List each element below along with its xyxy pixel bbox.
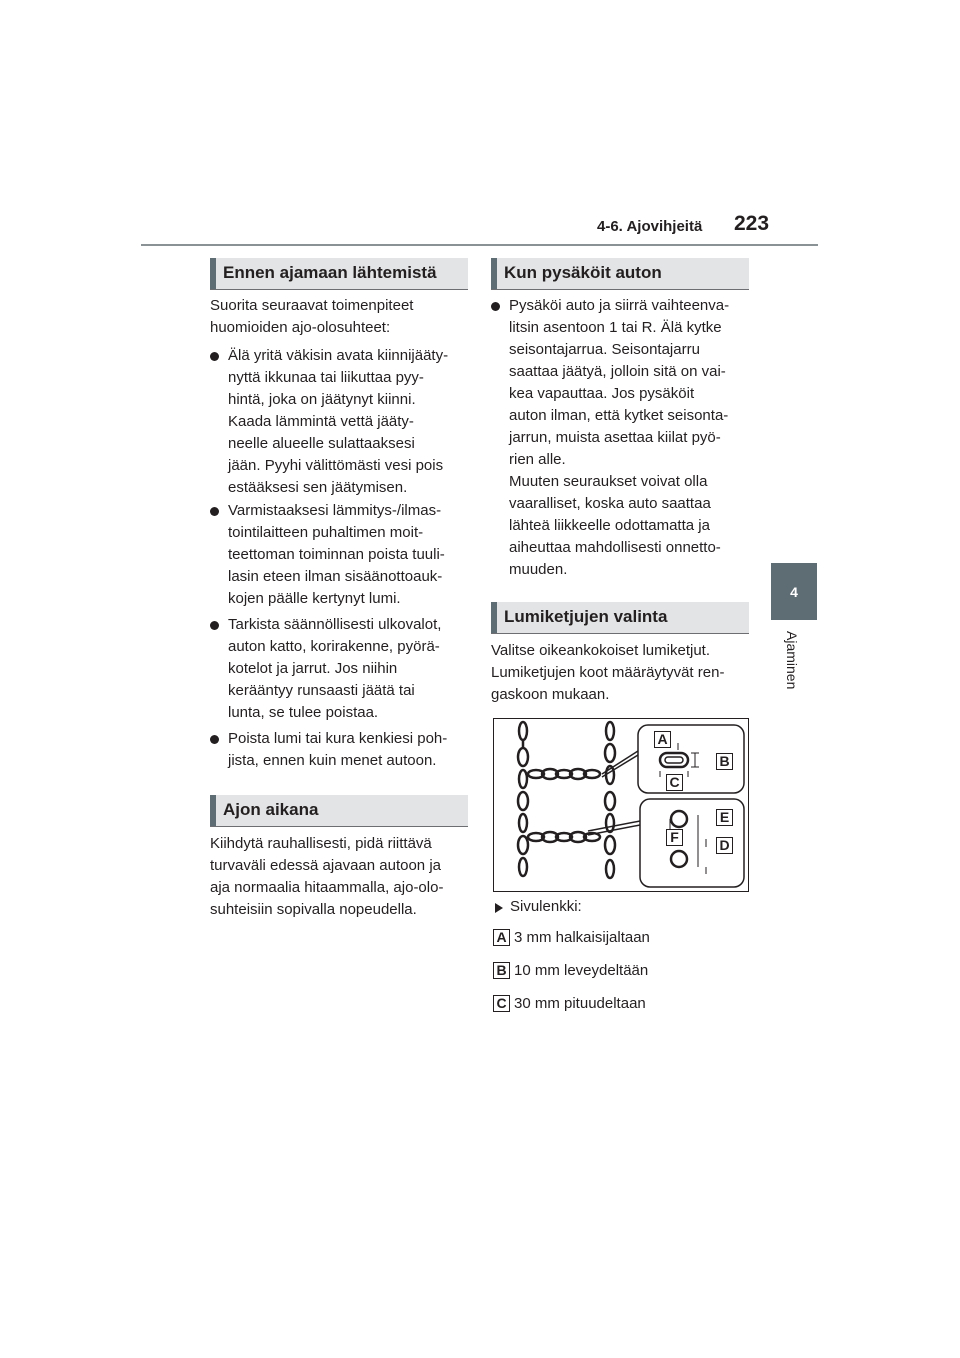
figure-label-c: C	[666, 774, 683, 791]
text-line: Kaada lämmintä vettä jääty-	[228, 413, 414, 430]
heading-text: Lumiketjujen valinta	[504, 607, 668, 626]
text-line: suhteisiin sopivalla nopeudella.	[210, 901, 417, 918]
heading-snow-chains	[491, 602, 749, 634]
chapter-number: 4	[790, 583, 798, 600]
text-line: Valitse oikeankokoiset lumiketjut.	[491, 642, 710, 659]
spec-width: 10 mm leveydeltään	[514, 962, 649, 979]
spec-letter-c: C	[493, 995, 510, 1012]
snow-chain-diagram	[493, 718, 749, 892]
heading-before-driving	[210, 258, 468, 290]
chapter-title-vertical	[784, 631, 808, 711]
heading-text: Ajon aikana	[223, 800, 319, 819]
figure-label-e: E	[716, 809, 733, 826]
text-line: estääksesi sen jäätymisen.	[228, 479, 408, 496]
snow-chains-paragraph	[491, 640, 724, 706]
chapter-tab[interactable]	[771, 563, 817, 620]
text-line: gaskoon mukaan.	[491, 686, 610, 703]
text-line: lunta, se tulee poistaa.	[228, 704, 379, 721]
page-number: 223	[734, 212, 770, 235]
text-line: auton ilman, että kytket seisonta-	[509, 407, 729, 424]
bullet-dot-icon	[210, 507, 219, 516]
intro-paragraph	[210, 295, 413, 339]
text-line: lasin eteen ilman sisäänottoauk-	[228, 568, 443, 585]
text-line: Kiihdytä rauhallisesti, pidä riittävä	[210, 835, 432, 852]
text-line: tointilaitteen puhaltimen moit-	[228, 524, 424, 541]
text-line: hintä, joka on jäätynyt kiinni.	[228, 391, 416, 408]
text-line: Suorita seuraavat toimenpiteet	[210, 297, 414, 314]
figure-label-d: D	[716, 837, 733, 854]
text-line: rien alle.	[509, 451, 566, 468]
while-driving-paragraph	[210, 833, 443, 921]
text-line: teettoman toiminnan poista tuuli-	[228, 546, 445, 563]
heading-text: Kun pysäköit auton	[504, 263, 662, 282]
spec-diameter: 3 mm halkaisijaltaan	[514, 929, 650, 946]
text-line: aiheuttaa mahdollisesti onnetto-	[509, 539, 721, 556]
figure-label-a: A	[654, 731, 671, 748]
chain-illustration	[494, 719, 748, 891]
text-line: nyttä ikkunaa tai liikuttaa pyy-	[228, 369, 424, 386]
side-link-label: Sivulenkki:	[510, 898, 582, 915]
spec-letter-a: A	[493, 929, 510, 946]
figure-label-f: F	[666, 829, 683, 846]
text-line: Pysäköi auto ja siirrä vaihteenva-	[509, 297, 730, 314]
arrow-right-icon	[495, 903, 503, 913]
figure-label-b: B	[716, 753, 733, 770]
header-divider	[141, 244, 818, 246]
text-line: Varmistaaksesi lämmitys-/ilmas-	[228, 502, 442, 519]
text-line: kea vapauttaa. Jos pysäköit	[509, 385, 695, 402]
text-line: turvaväli edessä ajavaan autoon ja	[210, 857, 441, 874]
section-title: 4-6. Ajovihjeitä	[597, 218, 703, 235]
heading-while-driving	[210, 795, 468, 827]
text-line: vaaralliset, koska auto saattaa	[509, 495, 711, 512]
text-line: huomioiden ajo-olosuhteet:	[210, 319, 391, 336]
text-line: muuden.	[509, 561, 568, 578]
text-line: jista, ennen kuin menet autoon.	[228, 752, 437, 769]
text-line: Poista lumi tai kura kenkiesi poh-	[228, 730, 448, 747]
text-line: lähteä liikkeelle odottamatta ja	[509, 517, 710, 534]
text-line: jään. Pyyhi välittömästi vesi pois	[228, 457, 444, 474]
text-line: saattaa jäätyä, jolloin sitä on vai-	[509, 363, 726, 380]
heading-parking	[491, 258, 749, 290]
spec-length: 30 mm pituudeltaan	[514, 995, 646, 1012]
text-line: kojen päälle kertynyt lumi.	[228, 590, 401, 607]
text-line: kotelot ja jarrut. Jos niihin	[228, 660, 398, 677]
text-line: aja normaalia hitaammalla, ajo-olo-	[210, 879, 444, 896]
heading-text: Ennen ajamaan lähtemistä	[223, 263, 437, 282]
text-line: seisontajarrua. Seisontajarru	[509, 341, 700, 358]
bullet-dot-icon	[210, 352, 219, 361]
text-line: Muuten seuraukset voivat olla	[509, 473, 708, 490]
text-line: kerääntyy runsaasti jäätä tai	[228, 682, 415, 699]
text-line: litsin asentoon 1 tai R. Älä kytke	[509, 319, 722, 336]
spec-letter-b: B	[493, 962, 510, 979]
bullet-dot-icon	[210, 621, 219, 630]
bullet-dot-icon	[491, 302, 500, 311]
text-line: Tarkista säännöllisesti ulkovalot,	[228, 616, 442, 633]
text-line: Lumiketjujen koot määräytyvät ren-	[491, 664, 725, 681]
text-line: Älä yritä väkisin avata kiinnijääty-	[228, 347, 449, 364]
chapter-title: Ajaminen	[784, 631, 800, 690]
text-line: jarrun, muista asettaa kiilat pyö-	[509, 429, 721, 446]
text-line: neelle alueelle sulattaaksesi	[228, 435, 415, 452]
text-line: auton katto, korirakenne, pyörä-	[228, 638, 440, 655]
bullet-dot-icon	[210, 735, 219, 744]
